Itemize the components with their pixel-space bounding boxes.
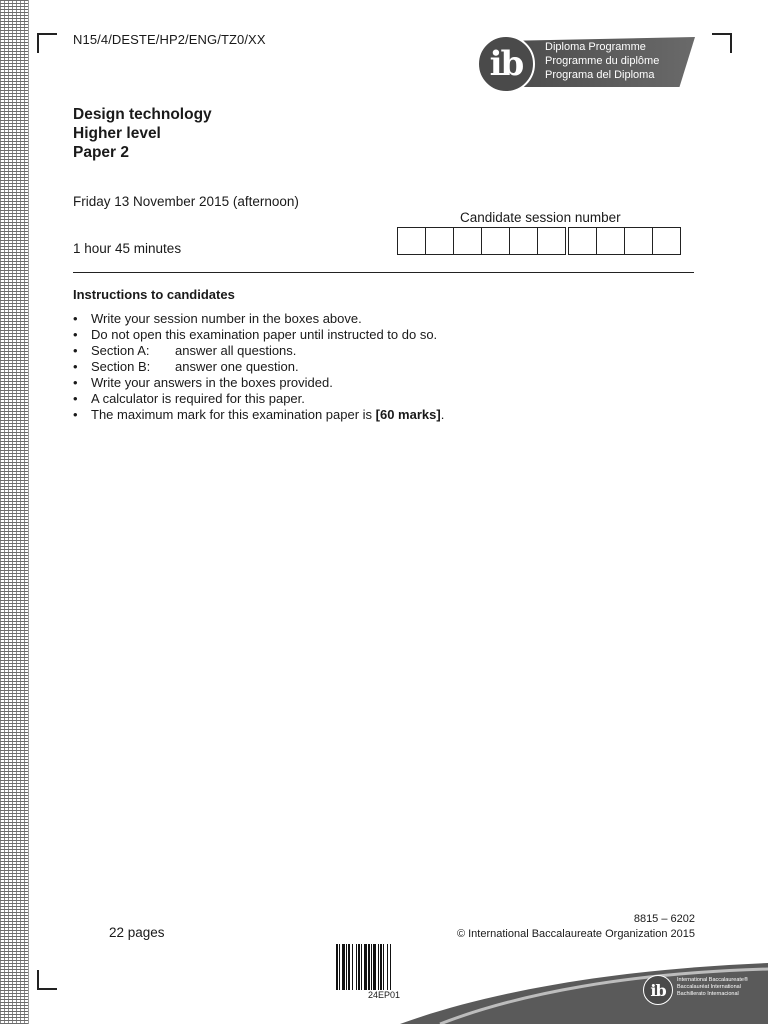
instruction-item: • Write your session number in the boxes above.: [73, 311, 362, 326]
ib-organization-logo: [643, 973, 763, 1009]
session-number-box[interactable]: [453, 227, 482, 255]
crop-mark-top-right: [712, 33, 732, 53]
subject-title: Design technology: [73, 106, 212, 123]
instruction-item: • Section A: answer all questions.: [73, 343, 297, 358]
session-number-box[interactable]: [537, 227, 566, 255]
session-number-box[interactable]: [425, 227, 454, 255]
instructions-heading: Instructions to candidates: [73, 287, 235, 302]
session-number-box[interactable]: [509, 227, 538, 255]
page-count: 22 pages: [109, 925, 165, 940]
paper-code: N15/4/DESTE/HP2/ENG/TZ0/XX: [73, 32, 266, 47]
candidate-session-number-label: Candidate session number: [460, 210, 621, 225]
paper-number: Paper 2: [73, 144, 130, 161]
candidate-session-number-boxes: [397, 227, 680, 255]
paper-title: [73, 105, 212, 162]
session-number-box[interactable]: [568, 227, 597, 255]
logo-line-2: Programme du diplôme: [545, 55, 660, 67]
ib-footer-icon: ib: [643, 975, 673, 1005]
footer-logo-text: International Baccalaureate® Baccalauréat International Bachillerato Internacional: [677, 977, 749, 997]
instructions-list: [73, 311, 444, 423]
crop-mark-bottom-left: [37, 970, 57, 990]
instruction-item: • Do not open this examination paper until instructed to do so.: [73, 327, 438, 342]
exam-date: Friday 13 November 2015 (afternoon): [73, 194, 299, 209]
ib-icon: ib: [477, 35, 535, 93]
instruction-item: • A calculator is required for this paper.: [73, 391, 305, 406]
exam-duration: 1 hour 45 minutes: [73, 241, 182, 256]
reference-number: 8815 – 6202: [633, 913, 695, 925]
logo-line-3: Programa del Diploma: [545, 69, 655, 81]
barcode-text: 24EP01: [367, 990, 401, 1000]
session-number-box[interactable]: [652, 227, 681, 255]
reference-block: [457, 912, 695, 942]
level-title: Higher level: [73, 125, 161, 142]
divider-rule: [73, 272, 694, 273]
session-number-box[interactable]: [397, 227, 426, 255]
session-number-box[interactable]: [596, 227, 625, 255]
logo-line-1: Diploma Programme: [545, 41, 646, 53]
max-marks: [60 marks]: [375, 407, 441, 422]
logo-text: [545, 40, 659, 82]
session-number-box[interactable]: [624, 227, 653, 255]
instruction-item: • The maximum mark for this examination paper is [60 marks].: [73, 407, 445, 422]
copyright: © International Baccalaureate Organization 2015: [456, 928, 695, 940]
barcode-space: [391, 944, 392, 990]
page-edge-pattern: [0, 0, 29, 1024]
crop-mark-top-left: [37, 33, 57, 53]
ib-diploma-logo: [477, 35, 697, 93]
session-number-box[interactable]: [481, 227, 510, 255]
instruction-item: • Section B: answer one question.: [73, 359, 299, 374]
instruction-item: • Write your answers in the boxes provided.: [73, 375, 333, 390]
